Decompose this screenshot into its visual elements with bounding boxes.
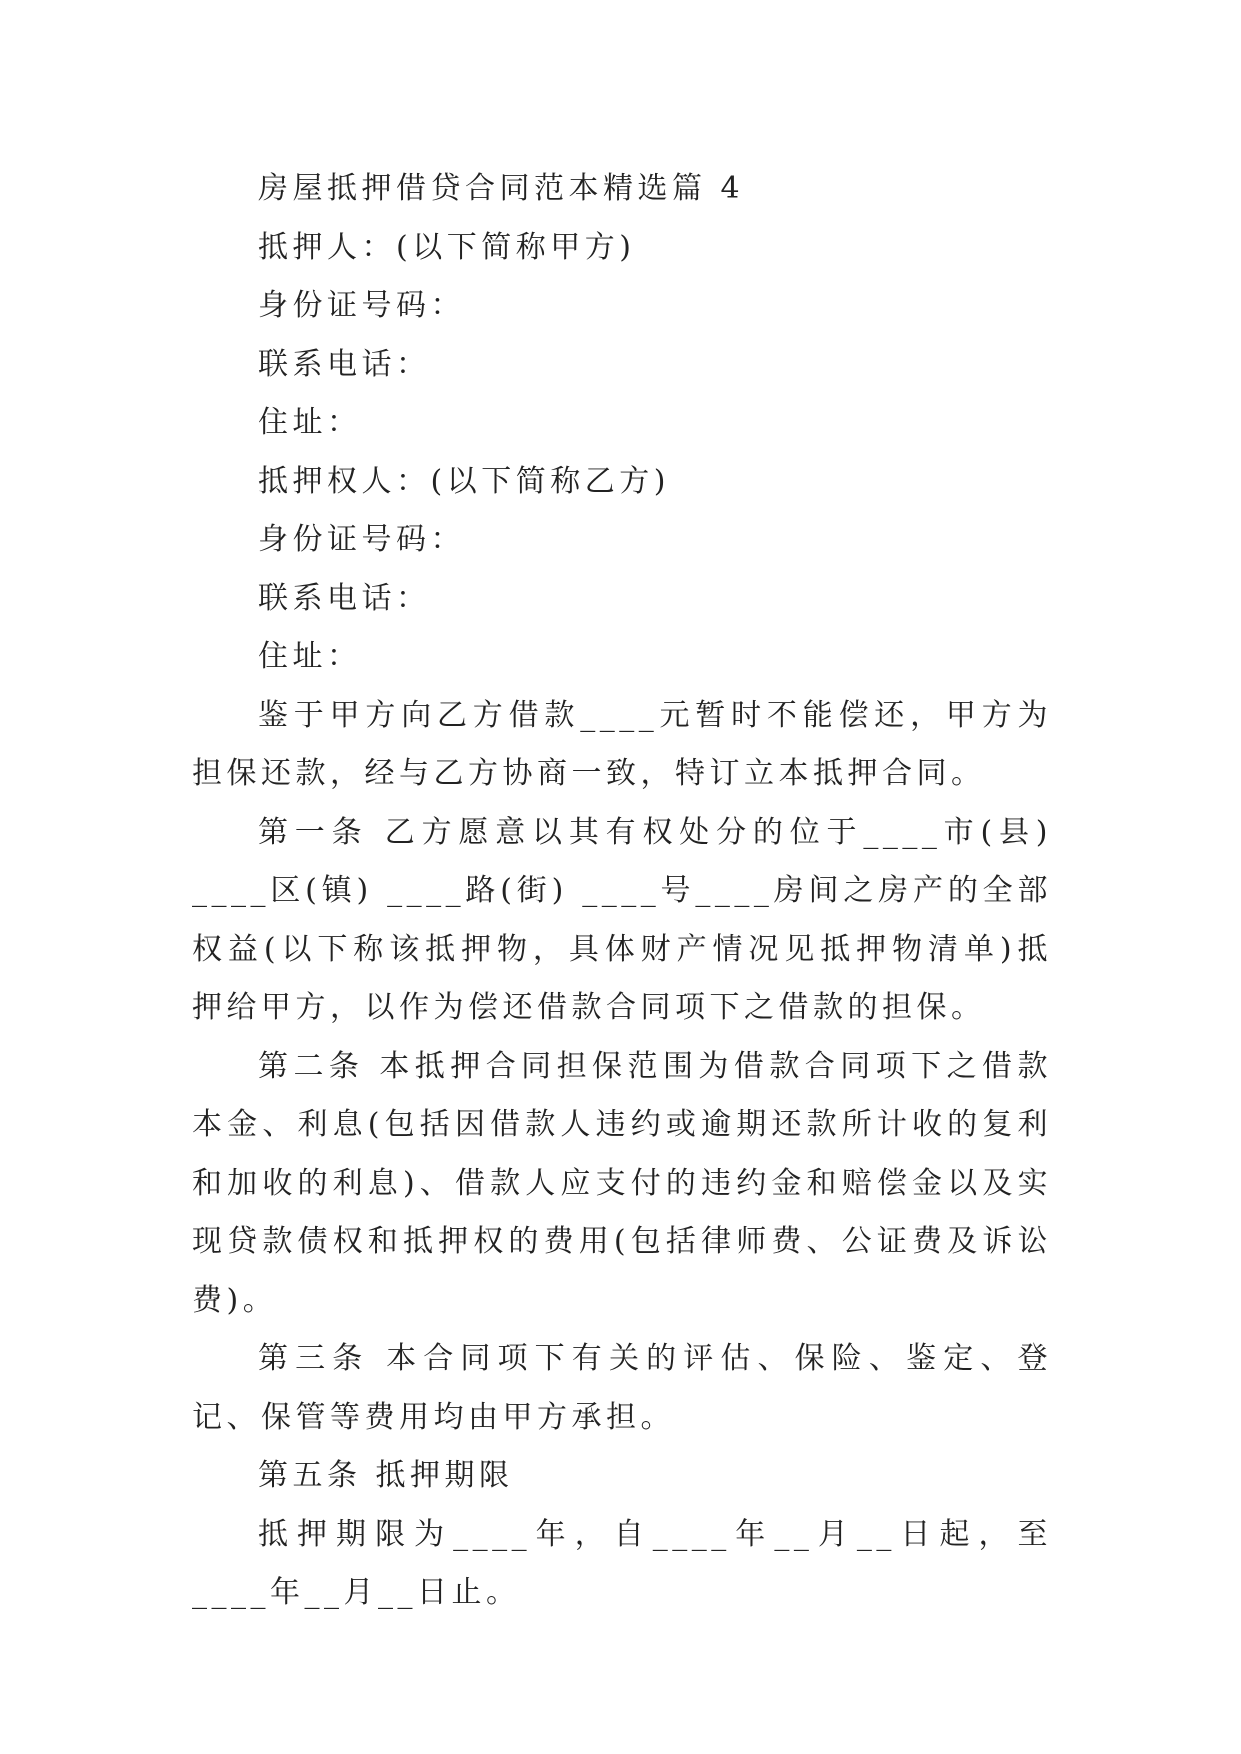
document-title: 房屋抵押借贷合同范本精选篇 4 [258, 171, 745, 206]
mortgagee-id-number-field: 身份证号码： [258, 522, 465, 557]
preamble-paragraph: 鉴于甲方向乙方借款____元暂时不能偿还，甲方为担保还款，经与乙方协商一致，特订立本抵押合同。 [192, 697, 1052, 791]
mortgagee-address-field: 住址： [258, 639, 362, 674]
mortgagee-label: 抵押权人：(以下简称乙方) [258, 463, 670, 499]
article-5-heading: 第五条 抵押期限 [258, 1458, 514, 1493]
document-page [192, 160, 1052, 1623]
mortgagor-phone-field: 联系电话： [258, 346, 431, 382]
article-2-paragraph: 第二条 本抵押合同担保范围为借款合同项下之借款本金、利息(包括因借款人违约或逾期还款所计收的复利和加收的利息)、借款人应支付的违约金和赔偿金以及实现贷款债权和抵押权的费用(包括律师费、公证费及诉讼费)。 [192, 1048, 1052, 1318]
mortgage-term-paragraph: 抵押期限为____年，自____年__月__日起，至____年__月__日止。 [192, 1516, 1052, 1610]
article-1-paragraph: 第一条 乙方愿意以其有权处分的位于____市(县) ____区(镇) ____路(街) ____号____房间之房产的全部权益(以下称该抵押物，具体财产情况见抵押物清单)抵押给甲方，以作为偿还借款合同项下之借款的担保。 [192, 814, 1052, 1025]
mortgagor-address-field: 住址： [258, 405, 362, 440]
mortgagee-phone-field: 联系电话： [258, 580, 431, 616]
article-3-paragraph: 第三条 本合同项下有关的评估、保险、鉴定、登记、保管等费用均由甲方承担。 [192, 1341, 1052, 1435]
mortgagor-id-number-field: 身份证号码： [258, 288, 465, 323]
mortgagor-label: 抵押人：(以下简称甲方) [258, 229, 636, 265]
